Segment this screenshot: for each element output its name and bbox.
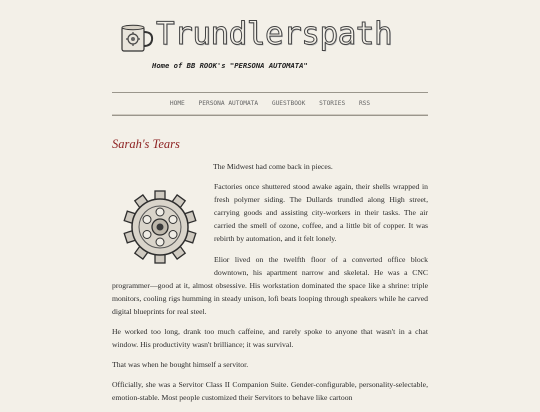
nav-persona-automata[interactable]: PERSONA AUTOMATA: [198, 100, 259, 107]
site-title[interactable]: Trundlerspath: [156, 16, 393, 52]
post-content: [112, 160, 428, 412]
nav-rss[interactable]: RSS: [358, 100, 371, 107]
post-paragraph: He worked too long, drank too much caffeine, and rarely spoke to anyone that wasn't in a chat window. His productivity wasn't brilliance; it was survival.: [112, 327, 428, 350]
post-paragraph: Factories once shuttered stood awake again, their shells wrapped in fresh polymer siding. The Dullards trundled along High street, carrying goods and assisting city-workers in their tasks. The air carried the smell of ozone, coffee, and a little bit of copper. It was rebirth by automation, and it felt lonely.: [214, 182, 428, 244]
gear-illustration: [112, 187, 208, 267]
main-nav: [112, 92, 428, 116]
post-paragraph: Officially, she was a Servitor Class II Companion Suite. Gender-configurable, personality-selectable, emotion-stable. Most people customized their Servitors to behave like cartoon: [112, 380, 428, 403]
post-paragraph: Elior lived on the twelfth floor of a converted office block downtown, his apartment narrow and skeletal. He was a CNC programmer—good at it, almost obsessive. His workstation dominated the space like a shrine: triple monitors, cooling rigs humming in steady unison, lofi beats looping through speakers while he carved digital blueprints for real steel.: [112, 254, 428, 316]
post-title[interactable]: Sarah's Tears: [112, 137, 180, 151]
nav-home[interactable]: HOME: [169, 100, 185, 107]
site-logo[interactable]: [156, 16, 392, 52]
page-wrapper: [112, 0, 428, 403]
post-paragraph: That was when he bought himself a servitor.: [112, 360, 249, 370]
site-header: [112, 0, 428, 80]
nav-guestbook[interactable]: GUESTBOOK: [271, 100, 306, 107]
site-tagline: Home of BB ROOK's "PERSONA AUTOMATA": [152, 61, 308, 70]
mug-icon: [120, 22, 154, 54]
post-paragraph: The Midwest had come back in pieces.: [213, 162, 333, 171]
nav-stories[interactable]: STORIES: [319, 100, 346, 107]
